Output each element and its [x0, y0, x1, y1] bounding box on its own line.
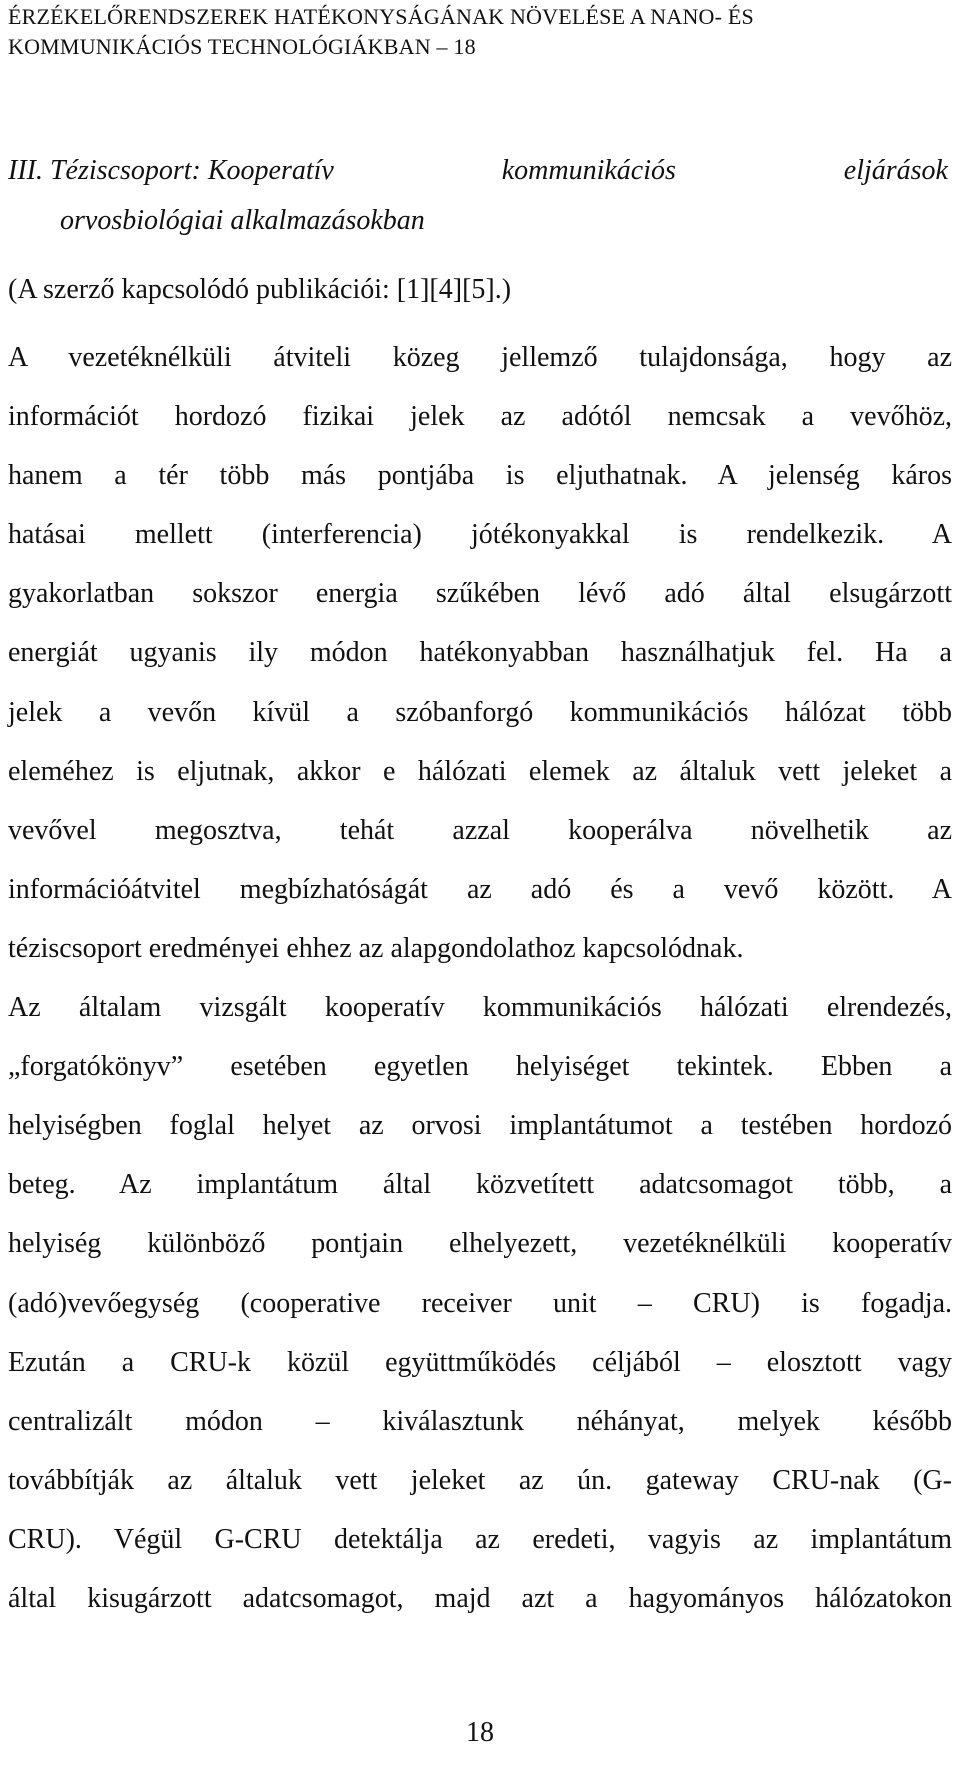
text-line: információt hordozó fizikai jelek az adótól nemcsak a vevőhöz,: [8, 401, 952, 433]
text-line: vevővel megosztva, tehát azzal kooperálva növelhetik az: [8, 814, 952, 846]
text-line: gyakorlatban sokszor energia szűkében lévő adó által elsugárzott: [8, 578, 952, 610]
text-line: továbbítják az általuk vett jeleket az ún. gateway CRU-nak (G-: [8, 1464, 952, 1496]
text-line: téziscsoport eredményei ehhez az alapgondolathoz kapcsolódnak.: [8, 932, 744, 964]
text-line: (adó)vevőegység (cooperative receiver unit – CRU) is fogadja.: [8, 1287, 952, 1319]
thesis-title-prefix: III. Téziscsoport: Kooperatív: [8, 155, 334, 186]
header-line-1: ÉRZÉKELŐRENDSZEREK HATÉKONYSÁGÁNAK NÖVELÉSE A NANO- ÉS: [8, 4, 754, 29]
header-line-2: KOMMUNIKÁCIÓS TECHNOLÓGIÁKBAN – 18: [8, 34, 476, 59]
body-paragraph: [8, 328, 952, 1628]
text-line: hanem a tér több más pontjába is eljuthatnak. A jelenség káros: [8, 460, 952, 492]
text-line: hatásai mellett (interferencia) jótékonyakkal is rendelkezik. A: [8, 519, 952, 551]
thesis-group-title: [8, 146, 948, 246]
text-line: centralizált módon – kiválasztunk néhányat, melyek később: [8, 1405, 952, 1437]
text-line: A vezetéknélküli átviteli közeg jellemző tulajdonsága, hogy az: [8, 342, 952, 373]
page-number: 18: [466, 1717, 494, 1748]
text-line: Ezután a CRU-k közül együttműködés céljából – elosztott vagy: [8, 1346, 952, 1378]
thesis-title-end: eljárások: [843, 155, 948, 186]
text-line: által kisugárzott adatcsomagot, majd azt a hagyományos hálózatokon: [8, 1582, 952, 1614]
text-line: jelek a vevőn kívül a szóbanforgó kommunikációs hálózat több: [8, 696, 952, 728]
thesis-title-line-2: orvosbiológiai alkalmazásokban: [60, 205, 425, 236]
running-header: [8, 2, 948, 62]
text-line: „forgatókönyv” esetében egyetlen helyiséget tekintek. Ebben a: [8, 1051, 952, 1083]
thesis-title-line-1: [8, 146, 948, 196]
text-line: Az általam vizsgált kooperatív kommunikációs hálózati elrendezés,: [8, 992, 952, 1024]
text-line: helyiségben foglal helyet az orvosi implantátumot a testében hordozó: [8, 1110, 952, 1142]
text-line: helyiség különböző pontjain elhelyezett, vezetéknélküli kooperatív: [8, 1228, 952, 1260]
text-line: eleméhez is eljutnak, akkor e hálózati elemek az általuk vett jeleket a: [8, 755, 952, 787]
text-line: beteg. Az implantátum által közvetített adatcsomagot több, a: [8, 1169, 952, 1201]
thesis-title-middle: kommunikációs: [501, 155, 676, 186]
text-line: energiát ugyanis ily módon hatékonyabban használhatjuk fel. Ha a: [8, 637, 952, 669]
text-line: CRU). Végül G-CRU detektálja az eredeti, vagyis az implantátum: [8, 1523, 952, 1555]
related-publications: (A szerző kapcsolódó publikációi: [1][4][5].): [8, 274, 512, 305]
text-line: információátvitel megbízhatóságát az adó és a vevő között. A: [8, 873, 952, 905]
